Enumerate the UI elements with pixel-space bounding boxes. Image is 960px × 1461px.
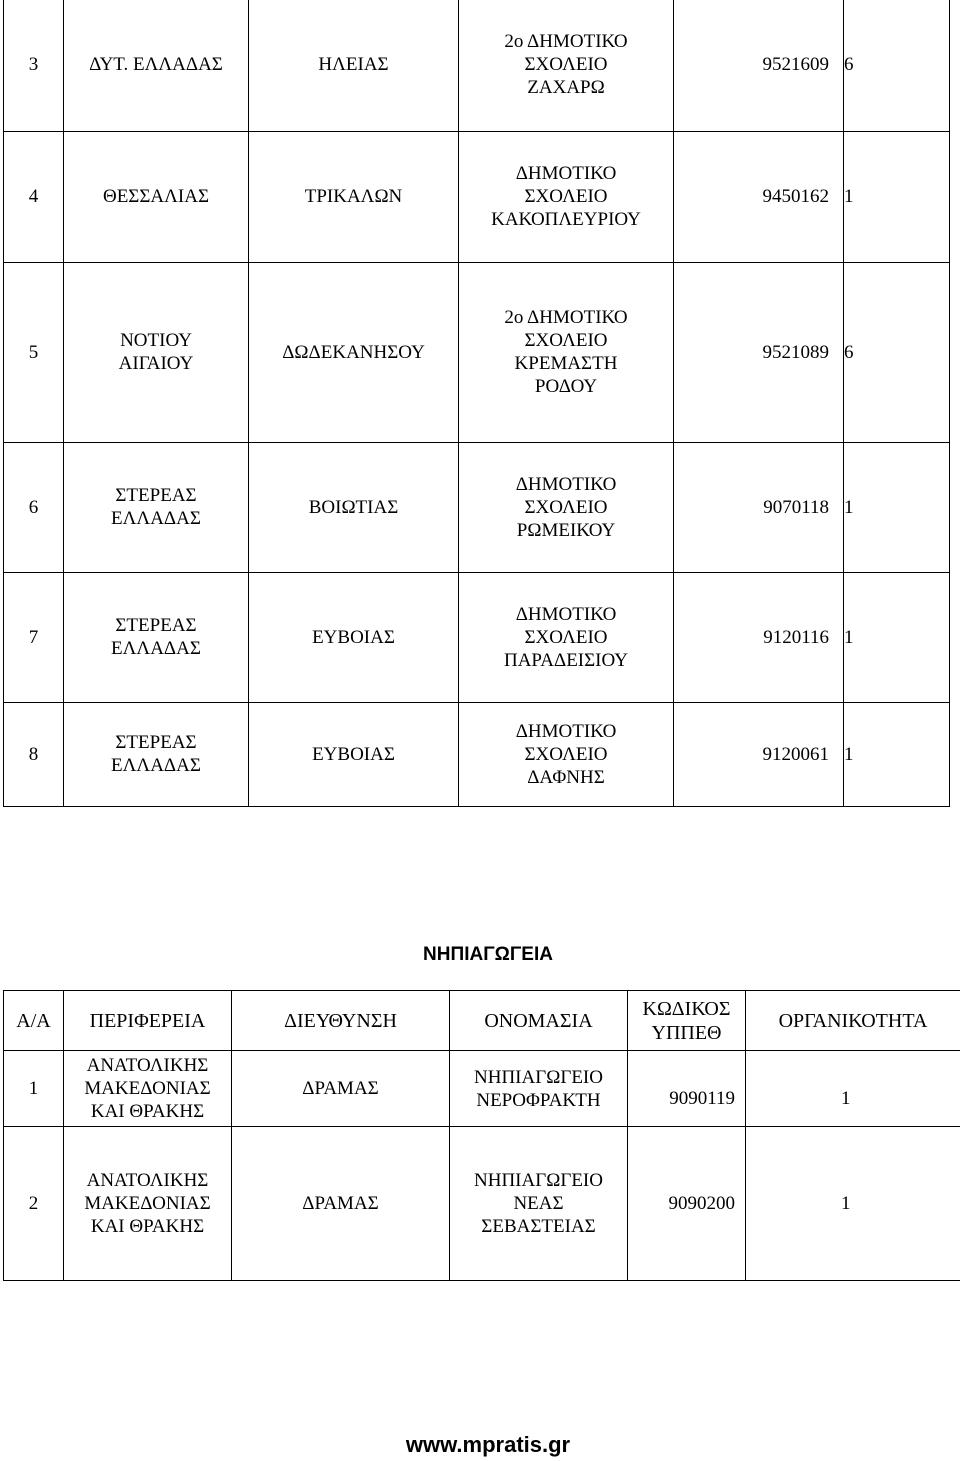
region-cell: ΑΝΑΤΟΛΙΚΗΣ ΜΑΚΕΔΟΝΙΑΣ ΚΑΙ ΘΡΑΚΗΣ bbox=[64, 1127, 232, 1281]
code-cell: 9090200 bbox=[628, 1127, 746, 1281]
directorate-cell: ΔΡΑΜΑΣ bbox=[232, 1127, 450, 1281]
capacity-cell: 1 bbox=[844, 131, 950, 262]
region-cell: ΘΕΣΣΑΛΙΑΣ bbox=[64, 131, 249, 262]
capacity-cell: 1 bbox=[844, 442, 950, 572]
code-cell: 9521609 bbox=[674, 0, 844, 131]
directorate-cell: ΔΡΑΜΑΣ bbox=[232, 1051, 450, 1127]
header-region: ΠΕΡΙΦΕΡΕΙΑ bbox=[64, 991, 232, 1051]
table-row bbox=[4, 572, 950, 702]
kindergartens-table bbox=[3, 990, 960, 1281]
school-name-cell: ΔΗΜΟΤΙΚΟ ΣΧΟΛΕΙΟ ΚΑΚΟΠΛΕΥΡΙΟΥ bbox=[459, 131, 674, 262]
capacity-cell: 1 bbox=[746, 1051, 960, 1127]
school-name-cell: 2ο ΔΗΜΟΤΙΚΟ ΣΧΟΛΕΙΟ ΖΑΧΑΡΩ bbox=[459, 0, 674, 131]
table-row bbox=[4, 262, 950, 442]
region-cell: ΔΥΤ. ΕΛΛΑΔΑΣ bbox=[64, 0, 249, 131]
school-name-cell: ΔΗΜΟΤΙΚΟ ΣΧΟΛΕΙΟ ΠΑΡΑΔΕΙΣΙΟΥ bbox=[459, 572, 674, 702]
capacity-cell: 1 bbox=[746, 1127, 960, 1281]
footer-url: www.mpratis.gr bbox=[405, 1432, 571, 1457]
aa-cell: 2 bbox=[4, 1127, 64, 1281]
table-row bbox=[4, 1051, 960, 1127]
code-cell: 9120116 bbox=[674, 572, 844, 702]
aa-cell: 5 bbox=[4, 262, 64, 442]
school-name-cell: ΔΗΜΟΤΙΚΟ ΣΧΟΛΕΙΟ ΡΩΜΕΙΚΟΥ bbox=[459, 442, 674, 572]
code-cell: 9070118 bbox=[674, 442, 844, 572]
primary-schools-table bbox=[3, 0, 950, 807]
school-name-cell: ΔΗΜΟΤΙΚΟ ΣΧΟΛΕΙΟ ΔΑΦΝΗΣ bbox=[459, 702, 674, 806]
header-code: ΚΩΔΙΚΟΣ ΥΠΠΕΘ bbox=[628, 991, 746, 1051]
aa-cell: 1 bbox=[4, 1051, 64, 1127]
aa-cell: 6 bbox=[4, 442, 64, 572]
header-name: ΟΝΟΜΑΣΙΑ bbox=[450, 991, 628, 1051]
directorate-cell: ΕΥΒΟΙΑΣ bbox=[249, 702, 459, 806]
table-row bbox=[4, 442, 950, 572]
aa-cell: 3 bbox=[4, 0, 64, 131]
header-aa: Α/Α bbox=[4, 991, 64, 1051]
capacity-cell: 1 bbox=[844, 702, 950, 806]
header-row bbox=[4, 991, 960, 1051]
capacity-cell: 6 bbox=[844, 262, 950, 442]
header-directorate: ΔΙΕΥΘΥΝΣΗ bbox=[232, 991, 450, 1051]
code-cell: 9450162 bbox=[674, 131, 844, 262]
aa-cell: 8 bbox=[4, 702, 64, 806]
aa-cell: 4 bbox=[4, 131, 64, 262]
directorate-cell: ΤΡΙΚΑΛΩΝ bbox=[249, 131, 459, 262]
region-cell: ΑΝΑΤΟΛΙΚΗΣ ΜΑΚΕΔΟΝΙΑΣ ΚΑΙ ΘΡΑΚΗΣ bbox=[64, 1051, 232, 1127]
section-title: ΝΗΠΙΑΓΩΓΕΙΑ bbox=[423, 944, 553, 965]
directorate-cell: ΕΥΒΟΙΑΣ bbox=[249, 572, 459, 702]
region-cell: ΣΤΕΡΕΑΣ ΕΛΛΑΔΑΣ bbox=[64, 442, 249, 572]
capacity-cell: 6 bbox=[844, 0, 950, 131]
code-cell: 9120061 bbox=[674, 702, 844, 806]
code-cell: 9521089 bbox=[674, 262, 844, 442]
school-name-cell: ΝΗΠΙΑΓΩΓΕΙΟ ΝΕΑΣ ΣΕΒΑΣΤΕΙΑΣ bbox=[450, 1127, 628, 1281]
directorate-cell: ΒΟΙΩΤΙΑΣ bbox=[249, 442, 459, 572]
table-row bbox=[4, 0, 950, 131]
code-cell: 9090119 bbox=[628, 1051, 746, 1127]
header-capacity: ΟΡΓΑΝΙΚΟΤΗΤΑ bbox=[746, 991, 960, 1051]
table-row bbox=[4, 702, 950, 806]
directorate-cell: ΗΛΕΙΑΣ bbox=[249, 0, 459, 131]
region-cell: ΣΤΕΡΕΑΣ ΕΛΛΑΔΑΣ bbox=[64, 702, 249, 806]
capacity-cell: 1 bbox=[844, 572, 950, 702]
directorate-cell: ΔΩΔΕΚΑΝΗΣΟΥ bbox=[249, 262, 459, 442]
school-name-cell: 2ο ΔΗΜΟΤΙΚΟ ΣΧΟΛΕΙΟ ΚΡΕΜΑΣΤΗ ΡΟΔΟΥ bbox=[459, 262, 674, 442]
school-name-cell: ΝΗΠΙΑΓΩΓΕΙΟ ΝΕΡΟΦΡΑΚΤΗ bbox=[450, 1051, 628, 1127]
region-cell: ΣΤΕΡΕΑΣ ΕΛΛΑΔΑΣ bbox=[64, 572, 249, 702]
table-row bbox=[4, 131, 950, 262]
aa-cell: 7 bbox=[4, 572, 64, 702]
region-cell: ΝΟΤΙΟΥ ΑΙΓΑΙΟΥ bbox=[64, 262, 249, 442]
table-row bbox=[4, 1127, 960, 1281]
